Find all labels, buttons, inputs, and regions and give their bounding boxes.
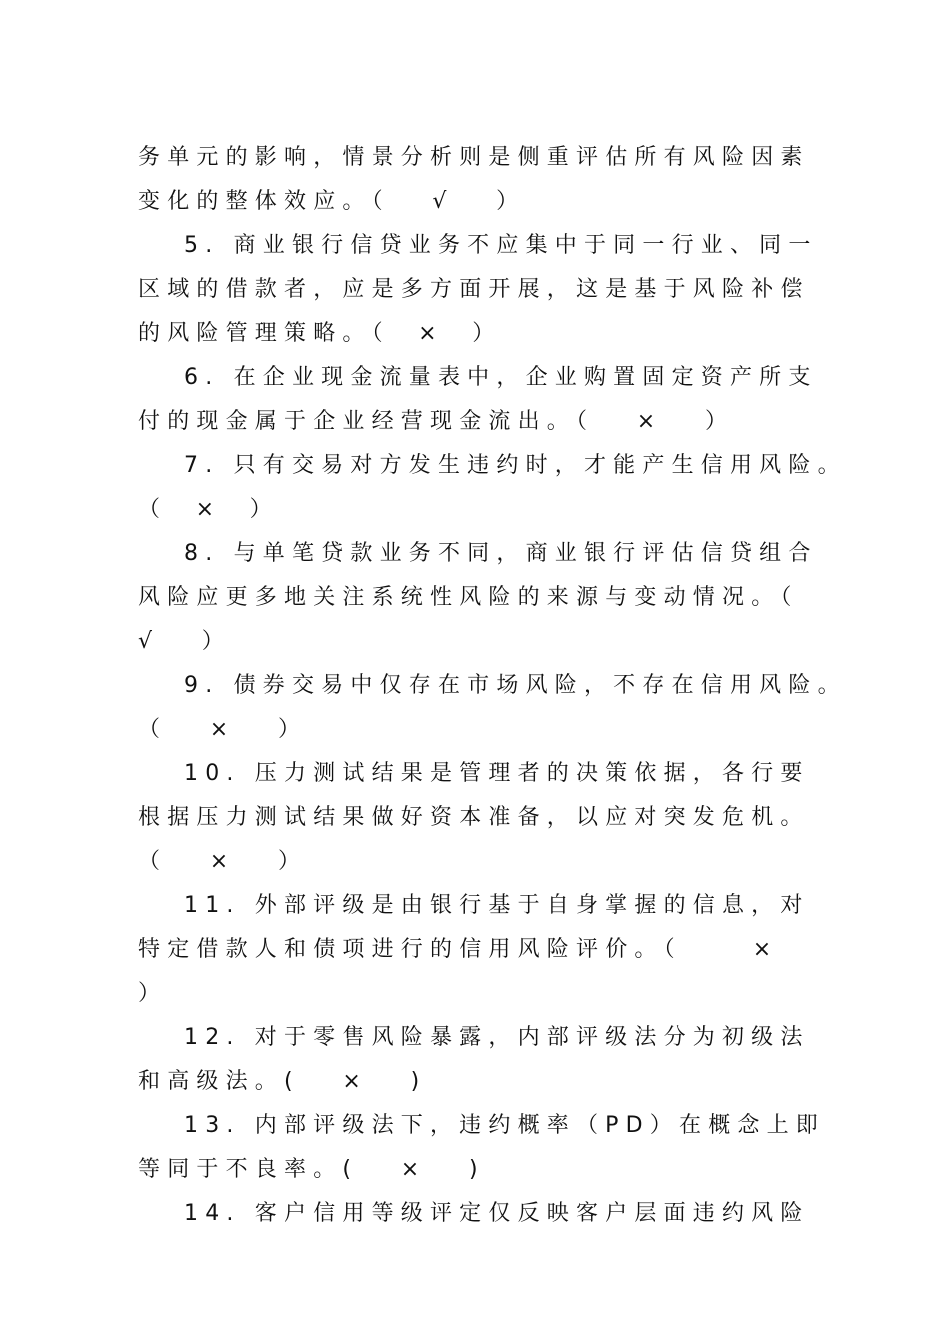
text-line: （ × ）	[138, 497, 279, 522]
text-line: 等同于不良率。( × )	[138, 1157, 485, 1182]
question-5-line: 5. 商业银行信贷业务不应集中于同一行业、同一	[184, 233, 818, 258]
text-line: 根据压力测试结果做好资本准备，以应对突发危机。	[138, 805, 810, 830]
text-line: 付的现金属于企业经营现金流出。（ × ）	[138, 409, 735, 434]
question-9-line: 9. 债券交易中仅存在市场风险，不存在信用风险。	[184, 673, 847, 698]
text-line: 的风险管理策略。（ × ）	[138, 321, 502, 346]
question-11-line: 11. 外部评级是由银行基于自身掌握的信息，对	[184, 893, 810, 918]
question-8-line: 8. 与单笔贷款业务不同，商业银行评估信贷组合	[184, 541, 818, 566]
text-line: 风险应更多地关注系统性风险的来源与变动情况。（	[138, 585, 799, 610]
question-12-line: 12. 对于零售风险暴露，内部评级法分为初级法	[184, 1025, 810, 1050]
text-line: 特定借款人和债项进行的信用风险评价。（ ×	[138, 937, 779, 962]
text-line: （ × ）	[138, 849, 308, 874]
text-line: √ ）	[138, 629, 231, 654]
text-line: 区域的借款者，应是多方面开展，这是基于风险补偿	[138, 277, 810, 302]
question-14-line: 14. 客户信用等级评定仅反映客户层面违约风险	[184, 1201, 810, 1226]
text-line: 务单元的影响，情景分析则是侧重评估所有风险因素	[138, 145, 810, 170]
text-line: 变化的整体效应。（ √ ）	[138, 189, 526, 214]
question-13-line: 13. 内部评级法下，违约概率（PD）在概念上即	[184, 1113, 825, 1138]
question-7-line: 7. 只有交易对方发生违约时，才能产生信用风险。	[184, 453, 847, 478]
text-line: 和高级法。( × )	[138, 1069, 427, 1094]
text-line: （ × ）	[138, 717, 308, 742]
text-line: ）	[138, 981, 168, 1006]
question-10-line: 10. 压力测试结果是管理者的决策依据，各行要	[184, 761, 810, 786]
question-6-line: 6. 在企业现金流量表中，企业购置固定资产所支	[184, 365, 818, 390]
